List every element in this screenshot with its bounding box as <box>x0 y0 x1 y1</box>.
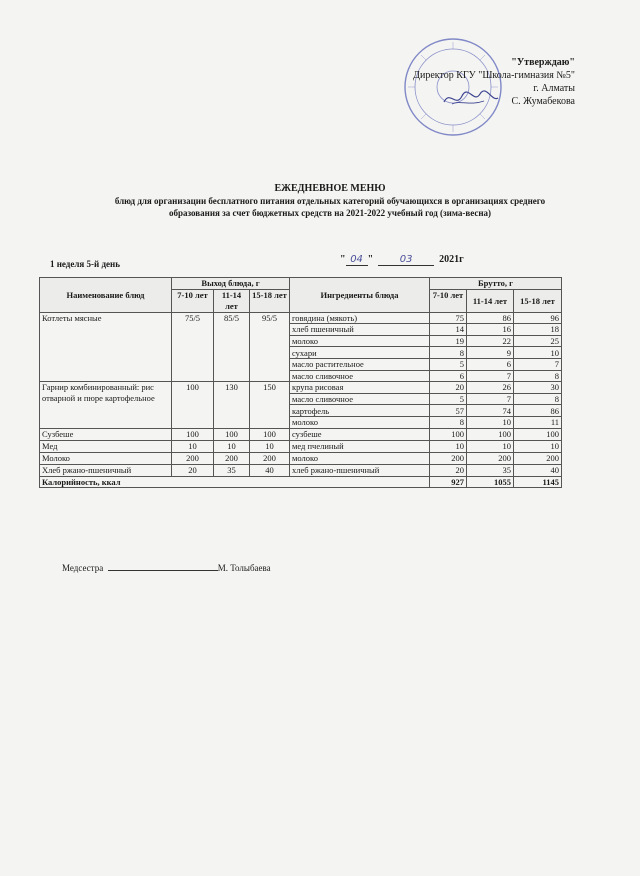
total-value-cell: 1055 <box>467 476 514 488</box>
dish-name-cell: Сузбеше <box>40 428 172 440</box>
date-month: 03 <box>378 254 434 266</box>
dish-output-cell: 85/5 <box>214 312 250 382</box>
dish-output-cell: 100 <box>172 428 214 440</box>
ingredient-cell: молоко <box>290 416 430 428</box>
gross-weight-cell: 75 <box>430 312 467 324</box>
gross-weight-cell: 86 <box>514 405 562 417</box>
col-output-age-7-10: 7-10 лет <box>172 289 214 312</box>
gross-weight-cell: 5 <box>430 358 467 370</box>
date-day: 04 <box>346 254 368 266</box>
ingredient-cell: говядина (мякоть) <box>290 312 430 324</box>
gross-weight-cell: 7 <box>467 393 514 405</box>
date-year: 2021г <box>439 254 464 265</box>
gross-weight-cell: 7 <box>467 370 514 382</box>
dish-name-cell: Хлеб ржано-пшеничный <box>40 464 172 476</box>
gross-weight-cell: 10 <box>514 440 562 452</box>
col-output: Выход блюда, г <box>172 278 290 290</box>
gross-weight-cell: 9 <box>467 347 514 359</box>
gross-weight-cell: 19 <box>430 335 467 347</box>
gross-weight-cell: 22 <box>467 335 514 347</box>
menu-table <box>39 277 562 488</box>
heading-subtitle-1: блюд для организации бесплатного питания отдельных категорий обучающихся в организациях среднего <box>114 196 546 206</box>
gross-weight-cell: 100 <box>430 428 467 440</box>
gross-weight-cell: 6 <box>430 370 467 382</box>
dish-output-cell: 35 <box>214 464 250 476</box>
gross-weight-cell: 20 <box>430 382 467 394</box>
approval-title: "Утверждаю" <box>511 57 575 68</box>
gross-weight-cell: 18 <box>514 324 562 336</box>
dish-output-cell: 100 <box>214 428 250 440</box>
gross-weight-cell: 200 <box>467 452 514 464</box>
col-ingredients: Ингредиенты блюда <box>290 278 430 313</box>
gross-weight-cell: 10 <box>467 440 514 452</box>
dish-output-cell: 130 <box>214 382 250 428</box>
week-label: 1 неделя 5-й день <box>50 259 120 269</box>
gross-weight-cell: 30 <box>514 382 562 394</box>
ingredient-cell: крупа рисовая <box>290 382 430 394</box>
gross-weight-cell: 5 <box>430 393 467 405</box>
gross-weight-cell: 6 <box>467 358 514 370</box>
ingredient-cell: молоко <box>290 452 430 464</box>
ingredient-cell: сухари <box>290 347 430 359</box>
ingredient-cell: картофель <box>290 405 430 417</box>
ingredient-cell: сузбеше <box>290 428 430 440</box>
gross-weight-cell: 16 <box>467 324 514 336</box>
gross-weight-cell: 8 <box>430 416 467 428</box>
table-row <box>40 312 562 324</box>
ingredient-cell: хлеб пшеничный <box>290 324 430 336</box>
gross-weight-cell: 7 <box>514 358 562 370</box>
dish-output-cell: 20 <box>172 464 214 476</box>
total-row <box>40 476 562 488</box>
dish-output-cell: 95/5 <box>250 312 290 382</box>
gross-weight-cell: 10 <box>514 347 562 359</box>
gross-weight-cell: 40 <box>514 464 562 476</box>
gross-weight-cell: 200 <box>514 452 562 464</box>
approval-director: Директор КГУ "Школа-гимназия №5" <box>413 70 575 81</box>
total-value-cell: 927 <box>430 476 467 488</box>
page-title: ЕЖЕДНЕВНОЕ МЕНЮ <box>274 183 386 194</box>
gross-weight-cell: 10 <box>430 440 467 452</box>
dish-name-cell: Гарнир комбинированный: рис отварной и пюре картофельное <box>40 382 172 428</box>
approval-city: г. Алматы <box>533 83 575 94</box>
gross-weight-cell: 86 <box>467 312 514 324</box>
nurse-signature <box>62 563 271 573</box>
gross-weight-cell: 10 <box>467 416 514 428</box>
nurse-name: М. Толыбаева <box>217 563 271 573</box>
gross-weight-cell: 8 <box>514 370 562 382</box>
gross-weight-cell: 11 <box>514 416 562 428</box>
col-gross-age-11-14: 11-14 лет <box>467 289 514 312</box>
approval-block <box>395 56 575 108</box>
table-row <box>40 382 562 394</box>
dish-name-cell: Мед <box>40 440 172 452</box>
total-value-cell: 1145 <box>514 476 562 488</box>
approval-name: С. Жумабекова <box>511 96 575 107</box>
dish-output-cell: 10 <box>172 440 214 452</box>
dish-name-cell: Котлеты мясные <box>40 312 172 382</box>
ingredient-cell: хлеб ржано-пшеничный <box>290 464 430 476</box>
signature-line <box>108 570 218 571</box>
col-gross-age-7-10: 7-10 лет <box>430 289 467 312</box>
document-heading <box>40 183 620 219</box>
ingredient-cell: мед пчелиный <box>290 440 430 452</box>
table-row <box>40 464 562 476</box>
ingredient-cell: масло растительное <box>290 358 430 370</box>
dish-output-cell: 10 <box>214 440 250 452</box>
gross-weight-cell: 57 <box>430 405 467 417</box>
ingredient-cell: масло сливочное <box>290 370 430 382</box>
table-row <box>40 452 562 464</box>
gross-weight-cell: 8 <box>430 347 467 359</box>
dish-output-cell: 75/5 <box>172 312 214 382</box>
menu-date: " 04 " 03 2021г <box>340 254 464 265</box>
dish-output-cell: 200 <box>250 452 290 464</box>
col-gross-age-15-18: 15-18 лет <box>514 289 562 312</box>
gross-weight-cell: 100 <box>514 428 562 440</box>
ingredient-cell: масло сливочное <box>290 393 430 405</box>
gross-weight-cell: 100 <box>467 428 514 440</box>
gross-weight-cell: 8 <box>514 393 562 405</box>
dish-output-cell: 10 <box>250 440 290 452</box>
col-output-age-15-18: 15-18 лет <box>250 289 290 312</box>
gross-weight-cell: 96 <box>514 312 562 324</box>
dish-output-cell: 200 <box>172 452 214 464</box>
col-gross: Брутто, г <box>430 278 562 290</box>
nurse-label: Медсестра <box>62 563 104 573</box>
menu-table-body <box>40 312 562 488</box>
table-row <box>40 428 562 440</box>
dish-output-cell: 100 <box>250 428 290 440</box>
heading-subtitle-2: образования за счет бюджетных средств на 2021-2022 учебный год (зима-весна) <box>168 208 492 218</box>
dish-output-cell: 100 <box>172 382 214 428</box>
ingredient-cell: молоко <box>290 335 430 347</box>
gross-weight-cell: 26 <box>467 382 514 394</box>
gross-weight-cell: 35 <box>467 464 514 476</box>
gross-weight-cell: 20 <box>430 464 467 476</box>
gross-weight-cell: 14 <box>430 324 467 336</box>
gross-weight-cell: 200 <box>430 452 467 464</box>
table-row <box>40 440 562 452</box>
dish-output-cell: 40 <box>250 464 290 476</box>
dish-name-cell: Молоко <box>40 452 172 464</box>
gross-weight-cell: 74 <box>467 405 514 417</box>
total-label: Калорийность, ккал <box>40 476 430 488</box>
dish-output-cell: 200 <box>214 452 250 464</box>
col-dish-name: Наименование блюд <box>40 278 172 313</box>
dish-output-cell: 150 <box>250 382 290 428</box>
col-output-age-11-14: 11-14 лет <box>214 289 250 312</box>
gross-weight-cell: 25 <box>514 335 562 347</box>
